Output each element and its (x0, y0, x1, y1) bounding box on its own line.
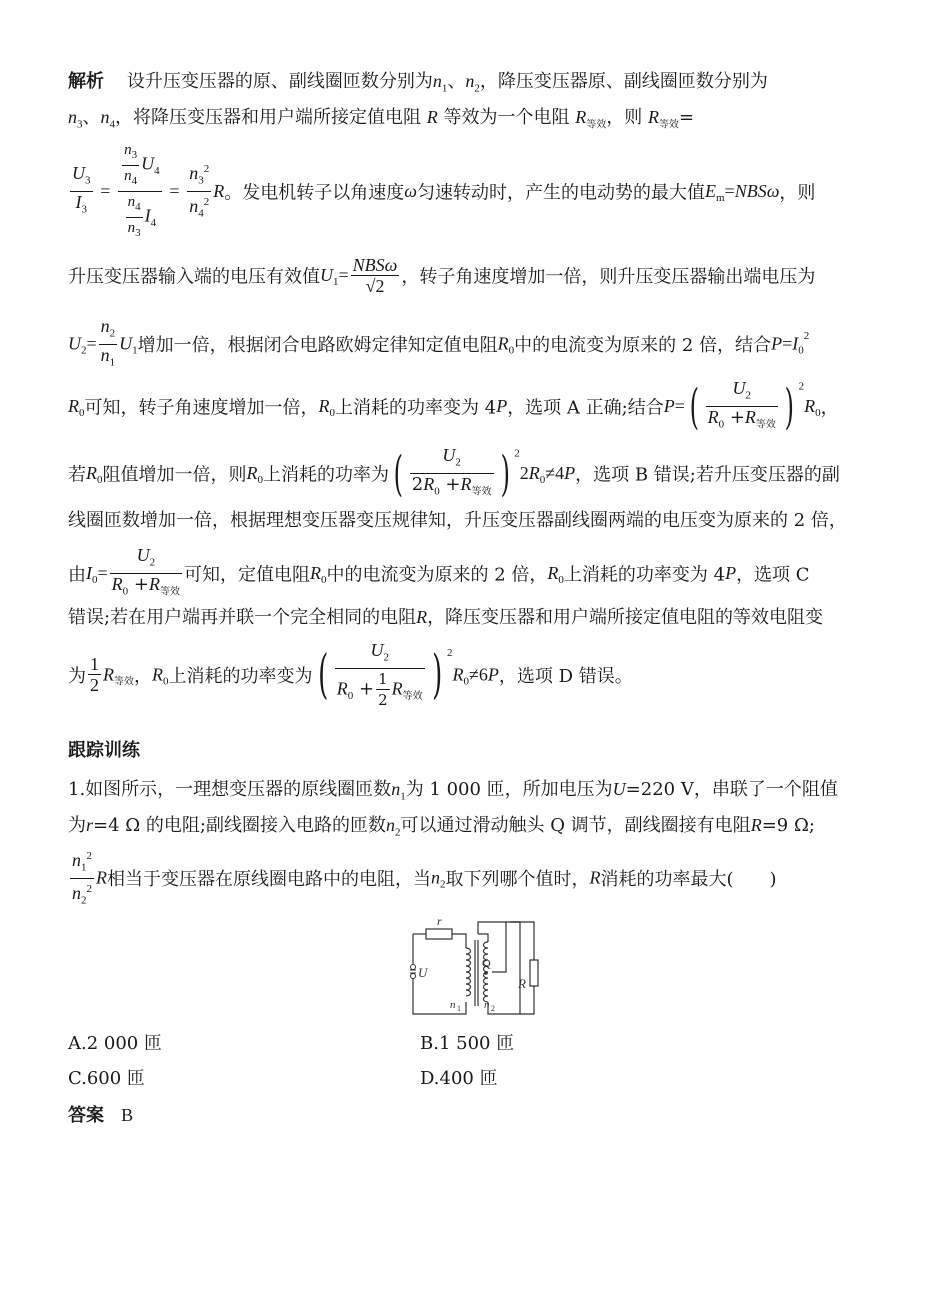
text: ，选项 D 错误。 (498, 665, 633, 687)
text: ，选项 A 正确;结合 (507, 397, 664, 419)
analysis-line-8 (68, 508, 847, 534)
label-n2-sub: 2 (491, 1004, 495, 1013)
fraction-u2-2r0-r: $\frac{U_2}{2R_0 +R_{等效}}$ (411, 445, 492, 498)
text: 上消耗的功率变为 4 (335, 397, 497, 419)
subscript: 等效 (658, 119, 679, 131)
text: 中的电流变为原来的 2 倍，结合 (514, 335, 772, 357)
text: 中的电流变为原来的 2 倍， (326, 564, 548, 586)
text: 消耗的功率最大( ) (600, 869, 777, 891)
text: =9 Ω; (761, 815, 815, 836)
label-n2: n (484, 999, 490, 1011)
text: ，将降压变压器和用户端所接定值电阻 (115, 107, 421, 128)
label-r-big: R (518, 976, 526, 991)
answer-line (68, 1102, 133, 1129)
text: 上消耗的功率为 (263, 464, 389, 486)
analysis-line-7: 若$R_0$阻值增加一倍，则$R_0$上消耗的功率为( $\frac{U_2}{2R_0 +R_{等效}}$ ) $^22R_0\ne 4P$，选项 B 错误;若升压变压器的副 (68, 445, 840, 502)
var: NBSω (734, 181, 780, 201)
option-c[interactable]: C.600 匝 (68, 1068, 145, 1089)
fraction-u2-r0-r: $\frac{U_2}{R_0 +R_{等效}}$ (707, 378, 776, 431)
fraction-n3-n4-squared: $\frac{n_3^2}{n_4^2}$ (187, 159, 211, 223)
label-n1: n (450, 999, 456, 1011)
text: 为 (68, 665, 86, 687)
text: ，降压变压器原、副线圈匝数分别为 (479, 71, 768, 92)
label-r: r (437, 914, 442, 928)
analysis-label: 解析 (68, 71, 104, 92)
question-line-3: $\frac{n_1^2}{n_2^2}$ R相当于变压器在原线圈电路中的电阻，当$n_2$取下列哪个值时，R消耗的功率最大( ) (68, 846, 777, 910)
label-q: Q (482, 956, 491, 970)
training-heading: 跟踪训练 (68, 740, 140, 761)
analysis-line-11: 为 $\frac{1}{2}$ $R_{等效}$，$R_0$上消耗的功率变为( $U_2$ $R_0$ + $\frac{1}{2}$ $R_{等效}$ ) $^2R_0\ne 6P$，选项 D 错误。 (68, 640, 633, 709)
text: 为 1 000 匝，所加电压为 (405, 779, 613, 800)
text: ≠6 (468, 664, 488, 685)
var: U (612, 779, 626, 799)
text: 等效为一个电阻 (443, 107, 570, 128)
text: ，降压变压器和用户端所接定值电阻的等效电阻变 (427, 607, 824, 628)
analysis-line-9: 由$I_0=$ $\frac{U_2}{R_0 +R_{等效}}$ 可知，定值电阻$R_0$中的电流变为原来的 2 倍，$R_0$上消耗的功率变为 4P，选项 C (68, 545, 810, 602)
text: ≠4 (545, 463, 565, 484)
text: 可知，转子角速度增加一倍， (84, 397, 319, 419)
text: 取下列哪个值时， (445, 869, 590, 891)
fraction-nbsw-sqrt2: $\frac{\text{NBSω}}{√2}$ (352, 255, 398, 296)
text: =4 Ω 的电阻;副线圈接入电路的匝数 (93, 815, 386, 836)
analysis-line-1: 解析 设升压变压器的原、副线圈匝数分别为$n_1$、$n_2$，降压变压器原、副线圈匝数分别为 (68, 71, 768, 95)
text: ，转子角速度增加一倍，则升压变压器输出端电压为 (401, 266, 816, 288)
var: I (792, 333, 799, 354)
subscript: m (715, 192, 725, 205)
text: 上消耗的功率变为 4 (563, 564, 726, 586)
text: ，则 (606, 107, 643, 128)
text: 。发电机转子以角速度 (224, 182, 405, 204)
fraction-u2-r0-half-r: $U_2$ $R_0$ + $\frac{1}{2}$ $R_{等效}$ (336, 640, 423, 709)
var: R (426, 107, 438, 127)
option-b[interactable]: B.1 500 匝 (420, 1033, 515, 1054)
text: 匀速转动时，产生的电动势的最大值 (416, 182, 705, 204)
text: 增加一倍，根据闭合电路欧姆定律知定值电阻 (137, 335, 498, 357)
text: ，选项 B 错误;若升压变压器的副 (575, 464, 840, 486)
text: 可知，定值电阻 (183, 564, 310, 586)
text: 设升压变压器的原、副线圈匝数分别为 (126, 71, 433, 92)
text: 可以通过滑动触头 Q 调节，副线圈接有电阻 (400, 815, 751, 836)
var: n (432, 71, 442, 91)
analysis-line-5: $U_2=$ $\frac{n_2}{n_1}$ $U_1$增加一倍，根据闭合电路欧姆定律知定值电阻$R_0$中的电流变为原来的 2 倍，结合$P=I_0^2$ (68, 316, 809, 372)
text: 相当于变压器在原线圈电路中的电阻，当 (107, 869, 431, 891)
fraction-nested: $\frac{n_3}{n_4}$ $U_4$ $\frac{n_4}{n_3}$ $I_4$ (118, 140, 162, 243)
var: E (704, 181, 716, 201)
analysis-line-6: $R_0$可知，转子角速度增加一倍，$R_0$上消耗的功率变为 4P，选项 A 正确;结合P=( $\frac{U_2}{R_0 +R_{等效}}$ ) $^2R_0$， (68, 378, 839, 435)
var: n (465, 71, 475, 91)
label-u: U (418, 965, 428, 980)
question-line-2: 为r=4 Ω 的电阻;副线圈接入电路的匝数$n_2$可以通过滑动触头 Q 调节，副线圈接有电阻R=9 Ω; (68, 815, 815, 839)
text: 线圈匝数增加一倍，根据理想变压器变压规律知，升压变压器副线圈两端的电压变为原来的 2 倍， (68, 510, 847, 531)
question-line-1: 1.如图所示，一理想变压器的原线圈匝数$n_1$为 1 000 匝，所加电压为U=220 V，串联了一个阻值 (68, 779, 838, 803)
text: 升压变压器输入端的电压有效值 (68, 266, 320, 288)
option-a[interactable]: A.2 000 匝 (68, 1033, 162, 1054)
analysis-line-2: $n_3$、$n_4$，将降压变压器和用户端所接定值电阻 R 等效为一个电阻 $R_{等效}$，则 $R_{等效}=$ (68, 107, 695, 131)
text: 错误;若在用户端再并联一个完全相同的电阻 (68, 607, 417, 628)
text: =220 V，串联了一个阻值 (625, 779, 838, 800)
fraction-n2-n1: $\frac{n_2}{n_1}$ (100, 316, 116, 369)
fraction-n1sq-n2sq: $\frac{n_1^2}{n_2^2}$ (70, 846, 94, 910)
text: 、 (447, 71, 466, 92)
text: 阻值增加一倍，则 (102, 464, 247, 486)
analysis-line-3: $\frac{U_3}{I_3}$ = $\frac{n_3}{n_4}$ $U_4$ $\frac{n_4}{n_3}$ $I_4$ = $\frac{n_3^2}{n_4^2}$ R。发电机转子以角速度ω匀速转动时，产生的电动势的最大值$E_m=NBS\omega$，则 (68, 140, 815, 243)
circuit-diagram (400, 912, 550, 1024)
text: 、 (82, 107, 101, 128)
analysis-line-4: 升压变压器输入端的电压有效值$U_1=$ $\frac{\text{NBSω}}{√2}$ ，转子角速度增加一倍，则升压变压器输出端电压为 (68, 255, 816, 296)
text: 由 (68, 564, 86, 586)
text: 为 (68, 815, 86, 836)
text: 1.如图所示，一理想变压器的原线圈匝数 (68, 779, 392, 800)
fraction-half: $\frac{1}{2}$ (90, 654, 99, 696)
subscript: 等效 (586, 119, 607, 131)
fraction-u3-i3: $\frac{U_3}{I_3}$ (72, 163, 91, 216)
var: r (86, 815, 94, 835)
text: 上消耗的功率变为 (168, 665, 313, 687)
label-n1-sub: 1 (457, 1004, 461, 1013)
omega: ω (404, 181, 417, 201)
option-d[interactable]: D.400 匝 (420, 1068, 498, 1089)
var: P (771, 333, 783, 354)
text: = (678, 107, 695, 128)
text: 若 (68, 464, 86, 486)
fraction-u2-r0-r-2: $\frac{U_2}{R_0 +R_{等效}}$ (111, 545, 180, 598)
text: ，选项 C (736, 564, 810, 586)
text: ，则 (779, 182, 816, 204)
answer-value: B (121, 1105, 134, 1125)
analysis-line-10: 错误;若在用户端再并联一个完全相同的电阻R，降压变压器和用户端所接定值电阻的等效电阻变 (68, 607, 824, 628)
answer-label: 答案 (68, 1105, 104, 1126)
